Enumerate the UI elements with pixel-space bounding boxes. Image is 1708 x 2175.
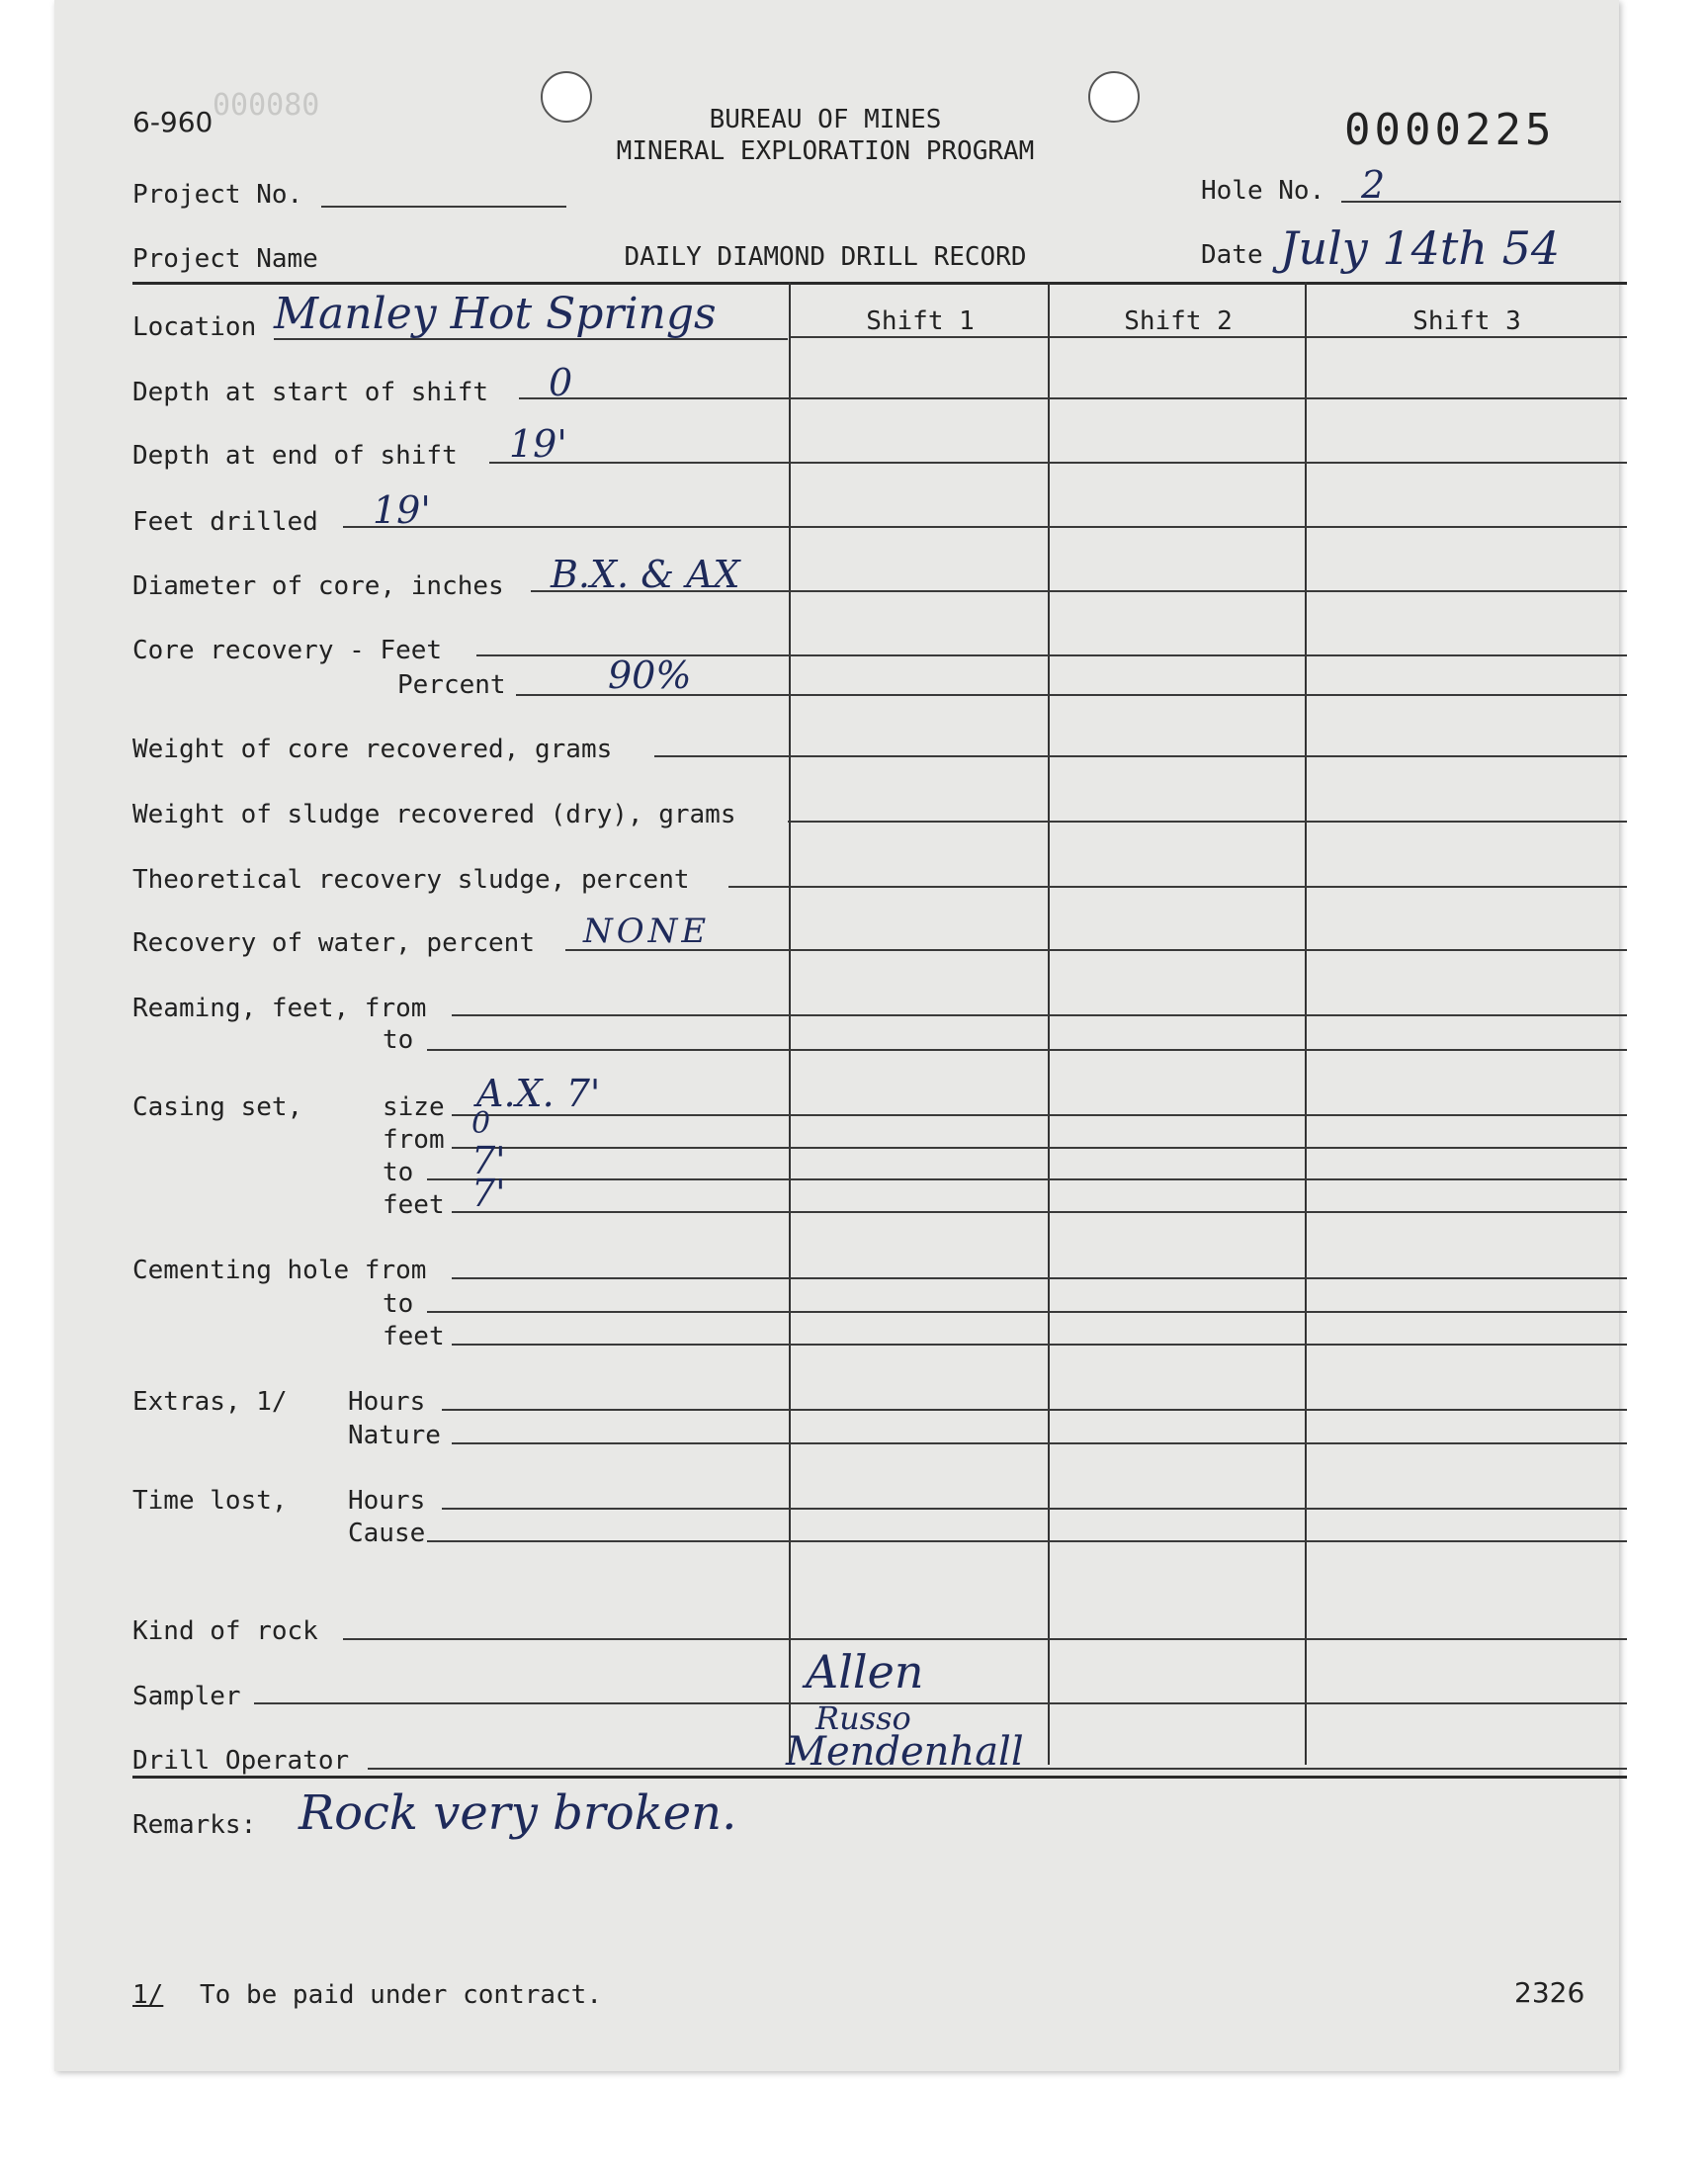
column-header-shift-2: Shift 2 — [1124, 306, 1233, 336]
casing-from-value: 0 — [471, 1106, 491, 1141]
core-diameter-label: Diameter of core, inches — [132, 571, 504, 601]
rock-kind-label: Kind of rock — [132, 1616, 318, 1646]
form-title: DAILY DIAMOND DRILL RECORD — [624, 242, 1027, 272]
timelost-cause-line — [427, 1540, 1627, 1542]
header-rule — [132, 282, 1627, 285]
core-recovery-percent-label: Percent — [397, 670, 506, 700]
column-header-rule — [791, 336, 1627, 338]
depth-start-value: 0 — [549, 361, 573, 404]
date-label: Date — [1201, 240, 1263, 270]
reaming-to-line — [427, 1049, 1627, 1051]
drill-operator-value-2: Mendenhall — [786, 1729, 1024, 1775]
water-recovery-value: NONE — [583, 912, 711, 951]
feet-drilled-line — [343, 526, 1627, 528]
column-header-shift-3: Shift 3 — [1412, 306, 1521, 336]
drill-operator-line — [368, 1768, 1627, 1770]
hole-no-value: 2 — [1361, 163, 1386, 207]
remarks-value: Rock very broken. — [299, 1785, 737, 1841]
casing-size-line — [452, 1114, 1627, 1116]
depth-end-line — [489, 462, 1627, 464]
sampler-value: Allen — [806, 1645, 924, 1698]
reaming-to-label: to — [383, 1025, 414, 1055]
extras-label: Extras, 1/ — [132, 1387, 288, 1417]
location-line — [274, 338, 788, 340]
reaming-from-line — [452, 1014, 1627, 1016]
footnote-text: To be paid under contract. — [200, 1980, 602, 2010]
rock-kind-line — [343, 1638, 1627, 1640]
water-recovery-label: Recovery of water, percent — [132, 928, 535, 958]
sludge-theoretical-line — [728, 886, 1627, 888]
column-divider-2 — [1048, 282, 1050, 1765]
column-divider-3 — [1305, 282, 1307, 1765]
timelost-cause-label: Cause — [348, 1519, 426, 1548]
project-no-label: Project No. — [132, 180, 303, 210]
cement-feet-label: feet — [383, 1322, 445, 1351]
drill-operator-label: Drill Operator — [132, 1746, 350, 1776]
casing-to-line — [427, 1178, 1627, 1180]
sludge-weight-label: Weight of sludge recovered (dry), grams — [132, 800, 736, 829]
hole-no-label: Hole No. — [1201, 176, 1325, 206]
sampler-line — [254, 1702, 1627, 1704]
casing-feet-label: feet — [383, 1190, 445, 1220]
extras-nature-line — [452, 1442, 1627, 1444]
casing-feet-value: 7' — [471, 1172, 506, 1215]
page-number: 2326 — [1514, 1976, 1585, 2009]
agency-title: BUREAU OF MINES — [709, 105, 942, 134]
depth-start-label: Depth at start of shift — [132, 378, 489, 407]
core-diameter-line — [531, 590, 1627, 592]
depth-end-value: 19' — [509, 422, 567, 466]
table-bottom-rule — [132, 1776, 1627, 1779]
core-recovery-percent-value: 90% — [608, 653, 692, 697]
cement-from-label: Cementing hole from — [132, 1256, 427, 1285]
feet-drilled-label: Feet drilled — [132, 507, 318, 537]
date-value: July 14th 54 — [1280, 221, 1561, 275]
cement-to-label: to — [383, 1289, 414, 1319]
core-diameter-value: B.X. & AX — [551, 553, 740, 596]
core-recovery-percent-line — [516, 694, 1627, 696]
column-divider-1 — [789, 282, 791, 1765]
extras-nature-label: Nature — [348, 1421, 441, 1450]
reaming-from-label: Reaming, feet, from — [132, 994, 427, 1023]
project-name-label: Project Name — [132, 244, 318, 274]
faint-stamp: 000080 — [213, 88, 320, 123]
drill-operator-value-1: Russo — [815, 1699, 911, 1737]
core-recovery-feet-label: Core recovery - Feet — [132, 636, 443, 665]
casing-size-value: A.X. 7' — [476, 1072, 601, 1115]
extras-hours-label: Hours — [348, 1387, 426, 1417]
water-recovery-line — [565, 949, 1627, 951]
core-weight-line — [654, 755, 1627, 757]
punch-hole-right — [1088, 71, 1140, 123]
depth-end-label: Depth at end of shift — [132, 441, 458, 471]
sampler-label: Sampler — [132, 1682, 241, 1711]
casing-from-line — [452, 1147, 1627, 1149]
timelost-hours-label: Hours — [348, 1486, 426, 1516]
location-label: Location — [132, 312, 257, 342]
casing-from-label: from — [383, 1125, 445, 1155]
footnote-mark: 1/ — [132, 1980, 164, 2010]
casing-to-label: to — [383, 1158, 414, 1187]
casing-label: Casing set, — [132, 1092, 303, 1122]
sludge-theoretical-label: Theoretical recovery sludge, percent — [132, 865, 690, 895]
location-value: Manley Hot Springs — [274, 289, 717, 339]
remarks-label: Remarks: — [132, 1810, 257, 1840]
timelost-label: Time lost, — [132, 1486, 288, 1516]
cement-from-line — [452, 1277, 1627, 1279]
program-title: MINERAL EXPLORATION PROGRAM — [616, 136, 1035, 166]
casing-size-label: size — [383, 1092, 445, 1122]
form-sheet — [54, 0, 1619, 2071]
sludge-weight-line — [788, 821, 1627, 823]
casing-feet-line — [452, 1211, 1627, 1213]
project-no-line — [321, 206, 566, 208]
form-number: 6-960 — [132, 106, 214, 138]
core-weight-label: Weight of core recovered, grams — [132, 735, 613, 764]
cement-to-line — [427, 1311, 1627, 1313]
timelost-hours-line — [442, 1508, 1627, 1510]
depth-start-line — [519, 397, 1627, 399]
cement-feet-line — [452, 1344, 1627, 1346]
serial-number: 0000225 — [1344, 105, 1556, 155]
extras-hours-line — [442, 1409, 1627, 1411]
feet-drilled-value: 19' — [373, 488, 431, 532]
column-header-shift-1: Shift 1 — [866, 306, 975, 336]
punch-hole-left — [541, 71, 592, 123]
casing-to-value: 7' — [471, 1139, 506, 1182]
